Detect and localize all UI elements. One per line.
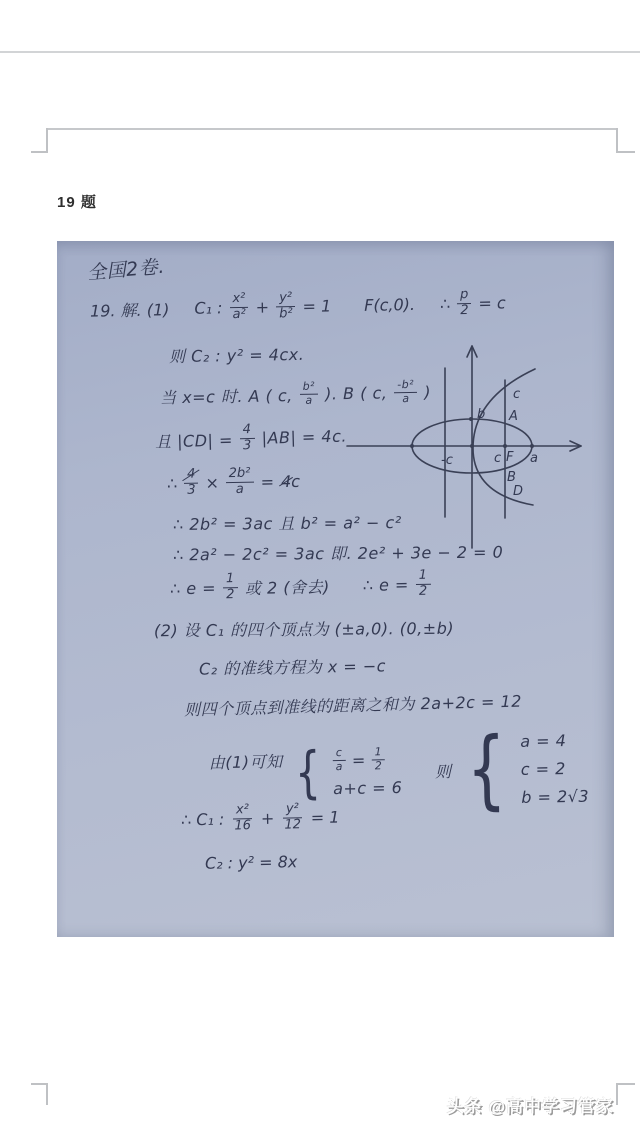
hw-l1-eq: = 1 (302, 296, 332, 316)
margin-mark-top-left (31, 128, 48, 153)
right-vertex-dot (530, 444, 534, 448)
hw-l12-a: a = 4 (520, 731, 567, 752)
label-c-axis: c (494, 451, 502, 466)
focus-dot (503, 444, 507, 448)
hw-l4-post: |AB| = 4c. (261, 426, 348, 448)
hw-l12-eq: = (351, 750, 366, 770)
label-a: a (530, 451, 538, 466)
label-neg-c: -c (441, 453, 453, 468)
hw-l12-row2: a+c = 6 (332, 778, 403, 799)
hw-line-5 (167, 466, 301, 499)
hw-l5-eq: = (260, 472, 275, 492)
hw-l12-solution (520, 731, 589, 807)
hw-l3-frac2: $\frac{\text{-b²}}{a}$ (394, 379, 417, 406)
hw-l5-tf: ∴ (166, 473, 178, 494)
handwritten-solution-photo (57, 241, 614, 937)
watermark: 头条 @高中学习管家 (446, 1097, 614, 1116)
page-top-divider (0, 51, 640, 53)
hw-l3-mid: ). B ( c, (325, 383, 388, 404)
question-label: 19 题 (57, 194, 97, 211)
origin-dot (470, 444, 474, 448)
label-b: b (477, 407, 486, 422)
hw-l8-mid: 或 2 (舍去) (244, 577, 330, 598)
hw-l5-times: × (205, 473, 220, 493)
hw-line-8 (170, 569, 431, 604)
hw-l4-frac: $\frac{4}{3}$ (239, 423, 255, 454)
hw-l13-frac2: $\frac{\text{y²}}{12}$ (284, 801, 302, 833)
parabola-c2 (473, 369, 535, 505)
hw-l1-c1: C₁ : (194, 298, 223, 318)
text-boundary-line (46, 128, 616, 130)
label-D: D (513, 484, 524, 499)
hw-l5-frac2: $\frac{\text{2b²}}{a}$ (226, 467, 254, 498)
hw-l5-c: c (291, 471, 301, 491)
hw-l1-plus: + (255, 297, 270, 317)
hw-l12-pre: 由(1)可知 (208, 752, 283, 773)
hw-l5-frac1: $\frac{4}{3}$ (184, 468, 199, 499)
margin-mark-bottom-right (616, 1083, 635, 1105)
label-B: B (507, 470, 516, 485)
hw-l12-frac-12: $\frac{1}{2}$ (372, 746, 386, 773)
hw-line-11: 则四个顶点到准线的距离之和为 2a+2c = 12 (183, 691, 523, 720)
hw-l8-tf: ∴ e = (362, 575, 409, 595)
hw-l1-frac-x: $\frac{\text{x²}}{\text{a²}}$ (229, 292, 249, 323)
hw-l12-b: b = 2√3 (521, 786, 590, 808)
hw-line-13 (181, 802, 340, 836)
label-c-top: c (513, 387, 521, 402)
hw-l3-end: ) (424, 382, 432, 402)
hw-l1-eq2: = c (478, 293, 506, 313)
hw-l12-brace-left: { (294, 739, 322, 806)
hw-l1-frac-y: $\frac{\text{y²}}{\text{b²}}$ (276, 291, 296, 322)
hw-l5-cancelled-4: 4 (280, 471, 292, 492)
left-vertex-dot (410, 444, 414, 448)
hw-header: 全国2卷. (86, 255, 166, 285)
margin-mark-bottom-left (31, 1083, 48, 1105)
hw-line-4 (155, 420, 348, 456)
hw-l13-frac1: $\frac{\text{x²}}{16}$ (234, 802, 252, 834)
hw-l13-eq: = 1 (310, 807, 340, 828)
hw-l12-brace-right: { (465, 719, 507, 820)
hw-l1-pre: 19. 解. (1) (89, 300, 170, 321)
hw-l8-frac1: $\frac{1}{2}$ (223, 572, 238, 603)
margin-mark-top-right (616, 128, 635, 153)
hw-line-7: ∴ 2a² − 2c² = 3ac 即. 2e² + 3e − 2 = 0 (172, 542, 504, 565)
hw-l12-frac-ca: $\frac{c}{a}$ (332, 747, 346, 774)
hw-line-6: ∴ 2b² = 3ac 且 b² = a² − c² (172, 513, 402, 534)
hw-l13-plus: + (260, 808, 275, 828)
hw-l12-then: 则 (434, 762, 452, 782)
hw-l4-pre: 且 |CD| = (154, 430, 234, 452)
hw-l1-frac-p2: $\frac{p}{2}$ (457, 288, 472, 319)
hw-l8-frac2: $\frac{1}{2}$ (416, 569, 431, 600)
label-A: A (509, 409, 518, 424)
top-vertex-dot (469, 417, 473, 421)
hw-l8-pre: ∴ e = (169, 578, 217, 599)
hw-line-1 (90, 287, 506, 325)
hw-line-14: C₂ : y² = 8x (204, 852, 298, 873)
hw-l3-frac1: $\frac{\text{b²}}{a}$ (300, 381, 319, 408)
hw-l3-pre: 当 x=c 时. A ( c, (159, 385, 293, 408)
hw-line-9: (2) 设 C₁ 的四个顶点为 (±a,0). (0,±b) (153, 618, 455, 641)
label-F: F (506, 450, 514, 465)
hw-line-2: 则 C₂ : y² = 4cx. (168, 344, 305, 367)
hw-l1-tf: ∴ (439, 294, 451, 314)
hw-l1-focus: F(c,0). (363, 294, 416, 315)
ellipse-parabola-diagram (337, 336, 587, 556)
hw-l12-c: c = 2 (520, 759, 567, 780)
hw-l12-system (332, 746, 402, 798)
hw-l13-tf: ∴ C₁ : (180, 809, 225, 830)
hw-line-10: C₂ 的准线方程为 x = −c (198, 656, 387, 679)
